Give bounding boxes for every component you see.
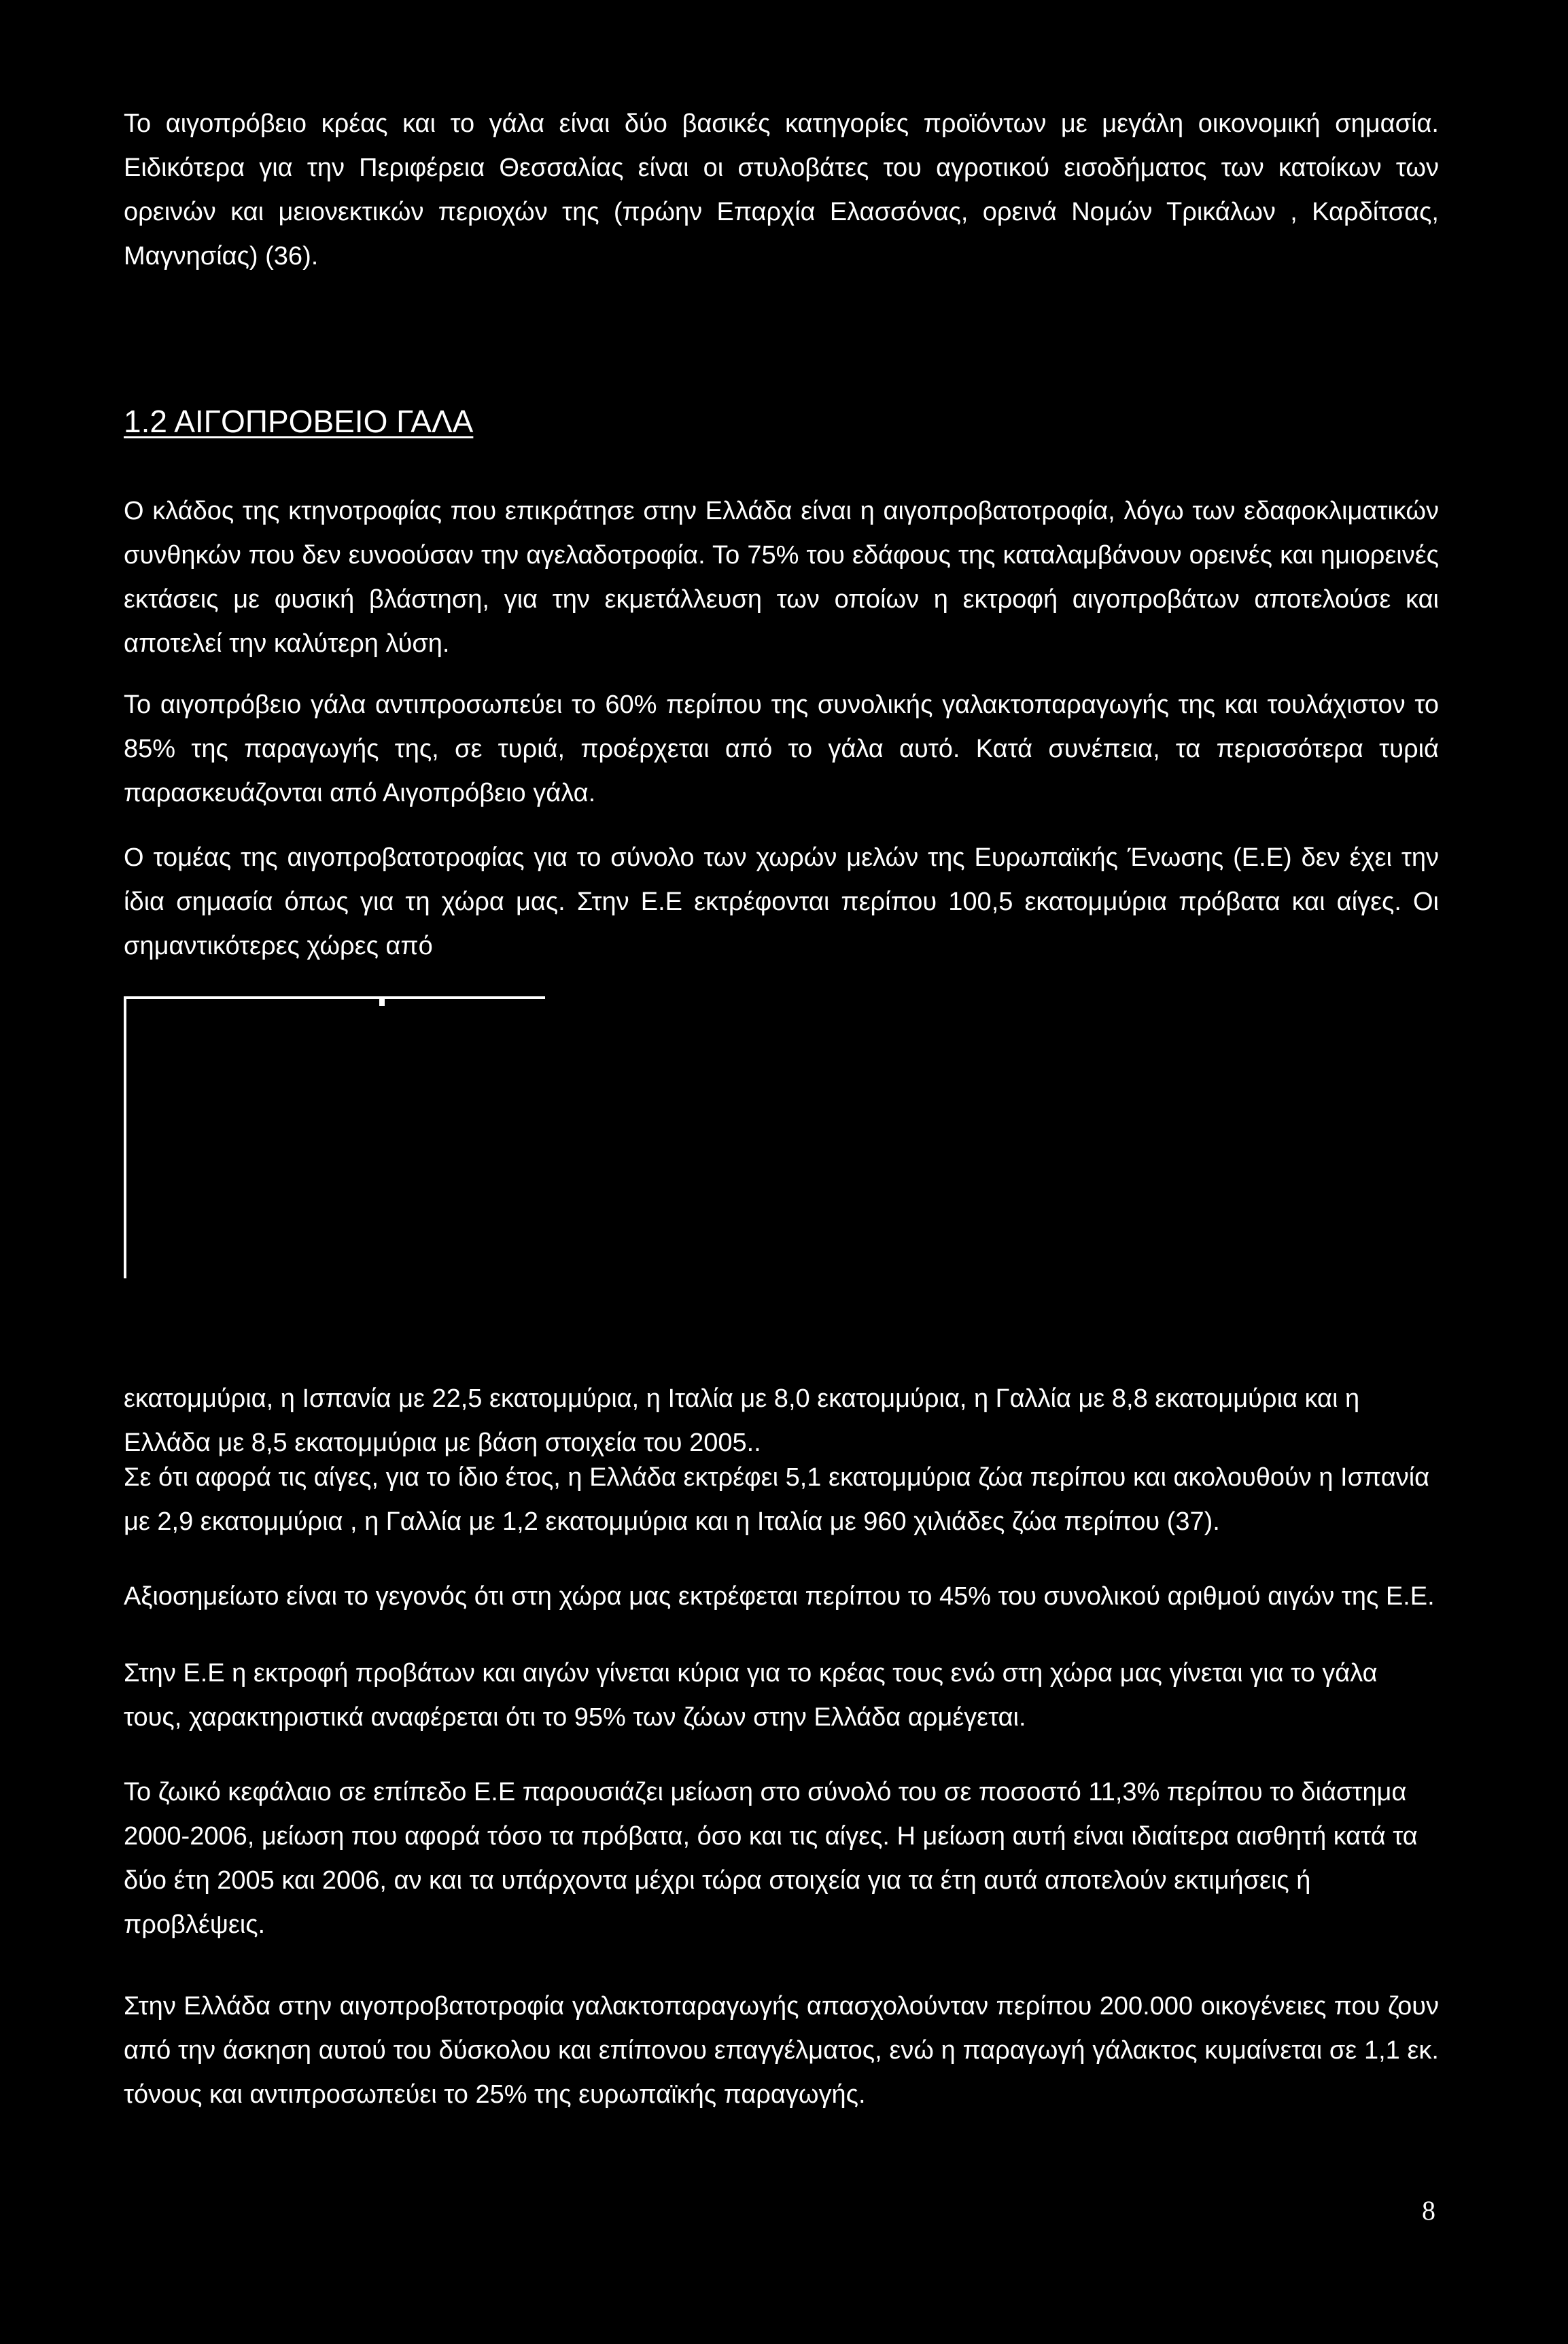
paragraph-greece-share: Αξιοσημείωτο είναι το γεγονός ότι στη χώρα μας εκτρέφεται περίπου το 45% του συνολικού αριθμού αιγών της Ε.Ε.	[124, 1582, 1435, 1611]
intro-paragraph: Το αιγοπρόβειο κρέας και το γάλα είναι δύο βασικές κατηγορίες προϊόντων με μεγάλη οικονομική σημασία. Ειδικότερα για την Περιφέρεια Θεσσαλίας είναι οι στυλοβάτες του αγροτικού εισοδήματος των κατοίκων των ορεινών και μειονεκτικών περιοχών της (πρώην Επαρχία Ελασσόνας, ορεινά Νομών Τρικάλων , Καρδίτσας, Μαγνησίας) (36).	[124, 109, 1439, 270]
paragraph-capital-decline: Το ζωικό κεφάλαιο σε επίπεδο Ε.Ε παρουσιάζει μείωση στο σύνολό του σε ποσοστό 11,3% περίπου το διάστημα 2000-2006, μείωση που αφορά τόσο τα πρόβατα, όσο και τις αίγες. Η μείωση αυτή είναι ιδιαίτερα αισθητή κατά τα δύο έτη 2005 και 2006, αν και τα υπάρχοντα μέχρι τώρα στοιχεία για τα έτη αυτά αποτελούν εκτιμήσεις ή προβλέψεις.	[124, 1778, 1418, 1939]
paragraph-country-sheep: εκατομμύρια, η Ισπανία με 22,5 εκατομμύρια, η Ιταλία με 8,0 εκατομμύρια, η Γαλλία με 8,8 εκατομμύρια και η Ελλάδα με 8,5 εκατομμύρια με βάση στοιχεία του 2005..	[124, 1384, 1360, 1457]
paragraph-livestock: Ο κλάδος της κτηνοτροφίας που επικράτησε στην Ελλάδα είναι η αιγοπροβατοτροφία, λόγω των εδαφοκλιματικών συνθηκών που δεν ευνοούσαν την αγελαδοτροφία. Το 75% του εδάφους της καταλαμβάνουν ορεινές και ημιορεινές εκτάσεις με φυσική βλάστηση, για την εκμετάλλευση των οποίων η εκτροφή αιγοπροβάτων αποτελούσε και αποτελεί την καλύτερη λύση.	[124, 497, 1439, 658]
paragraph-milk-share: Το αιγοπρόβειο γάλα αντιπροσωπεύει το 60% περίπου της συνολικής γαλακτοπαραγωγής της και τουλάχιστον το 85% της παραγωγής της, σε τυριά, προέρχεται από το γάλα αυτό. Κατά συνέπεια, τα περισσότερα τυριά παρασκευάζονται από Αιγοπρόβειο γάλα.	[124, 690, 1439, 807]
frame-tick-mark	[379, 996, 385, 1006]
figure-placeholder-frame	[124, 996, 545, 1278]
paragraph-families: Στην Ελλάδα στην αιγοπροβατοτροφία γαλακτοπαραγωγής απασχολούνταν περίπου 200.000 οικογένειες που ζουν από την άσκηση αυτού του δύσκολου και επίπονου επαγγέλματος, ενώ η παραγωγή γάλακτος κυμαίνεται σε 1,1 εκ. τόνους και αντιπροσωπεύει το 25% της ευρωπαϊκής παραγωγής.	[124, 1992, 1439, 2109]
paragraph-goats: Σε ότι αφορά τις αίγες, για το ίδιο έτος, η Ελλάδα εκτρέφει 5,1 εκατομμύρια ζώα περίπου και ακολουθούν η Ισπανία με 2,9 εκατομμύρια , η Γαλλία με 1,2 εκατομμύρια και η Ιταλία με 960 χιλιάδες ζώα περίπου (37).	[124, 1463, 1430, 1536]
paragraph-eu-purpose: Στην Ε.Ε η εκτροφή προβάτων και αιγών γίνεται κύρια για το κρέας τους ενώ στη χώρα μας γίνεται για το γάλα τους, χαρακτηριστικά αναφέρεται ότι το 95% των ζώων στην Ελλάδα αρμέγεται.	[124, 1659, 1378, 1732]
section-heading: 1.2 ΑΙΓΟΠΡΟΒΕΙΟ ΓΑΛΑ	[124, 404, 474, 439]
page-number: 8	[1422, 2195, 1435, 2226]
paragraph-eu-sector: Ο τομέας της αιγοπροβατοτροφίας για το σύνολο των χωρών μελών της Ευρωπαϊκής Ένωσης (Ε.Ε) δεν έχει την ίδια σημασία όπως για τη χώρα μας. Στην Ε.Ε εκτρέφονται περίπου 100,5 εκατομμύρια πρόβατα και αίγες. Οι σημαντικότερες χώρες από	[124, 843, 1439, 960]
